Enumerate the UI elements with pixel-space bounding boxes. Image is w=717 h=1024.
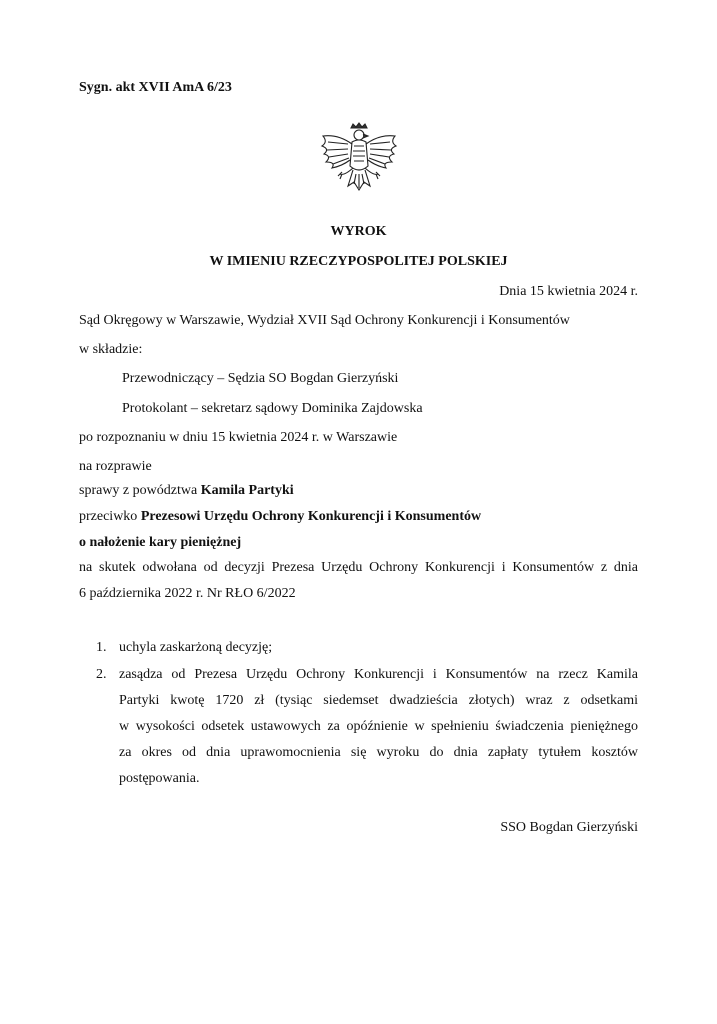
- composition-label: w składzie:: [79, 342, 143, 357]
- against-line: [79, 509, 481, 525]
- judge-signature: SSO Bogdan Gierzyński: [500, 820, 638, 835]
- polish-eagle-emblem-icon: [318, 122, 400, 202]
- ruling-text-line: zasądza od Prezesa Urzędu Ochrony Konkurencji i Konsumentów na rzecz Kamila: [119, 667, 638, 682]
- verdict-date: Dnia 15 kwietnia 2024 r.: [499, 284, 638, 299]
- plaintiff-name: Kamila Partyki: [200, 483, 294, 498]
- ruling-text-line: za okres od dnia uprawomocnienia się wyroku do dnia zapłaty tytułem kosztów: [119, 745, 638, 760]
- ruling-text-line: uchyla zaskarżoną decyzję;: [119, 640, 273, 655]
- appeal-line-2: 6 października 2022 r. Nr RŁO 6/2022: [79, 586, 296, 601]
- ruling-text-line: Partyki kwotę 1720 zł (tysiąc siedemset dwadzieścia złotych) wraz z odsetkami: [119, 693, 638, 708]
- ruling-number: 1.: [96, 640, 107, 655]
- case-signature: Sygn. akt XVII AmA 6/23: [79, 80, 232, 95]
- defendant-name: Prezesowi Urzędu Ochrony Konkurencji i Konsumentów: [140, 509, 482, 524]
- ruling-text-line: postępowania.: [119, 771, 200, 786]
- court-clerk: Protokolant – sekretarz sądowy Dominika Zajdowska: [122, 401, 423, 416]
- hearing-line: po rozpoznaniu w dniu 15 kwietnia 2024 r. w Warszawie: [79, 430, 398, 445]
- verdict-title: WYROK: [330, 224, 387, 239]
- claim-line: [79, 483, 294, 499]
- verdict-subtitle: W IMIENIU RZECZYPOSPOLITEJ POLSKIEJ: [209, 254, 508, 269]
- ruling-number: 2.: [96, 667, 107, 682]
- against-prefix: przeciwko: [79, 509, 141, 524]
- claim-prefix: sprawy z powództwa: [79, 483, 201, 498]
- court-name: Sąd Okręgowy w Warszawie, Wydział XVII Sąd Ochrony Konkurencji i Konsumentów: [79, 313, 570, 328]
- ruling-text-line: w wysokości odsetek ustawowych za opóźnienie w spełnieniu świadczenia pieniężnego: [119, 719, 638, 734]
- presiding-judge: Przewodniczący – Sędzia SO Bogdan Gierzyński: [122, 371, 399, 386]
- case-subject: o nałożenie kary pieniężnej: [79, 535, 242, 550]
- appeal-line-1: na skutek odwołana od decyzji Prezesa Urzędu Ochrony Konkurencji i Konsumentów z dnia: [79, 560, 638, 575]
- hearing-type: na rozprawie: [79, 459, 152, 474]
